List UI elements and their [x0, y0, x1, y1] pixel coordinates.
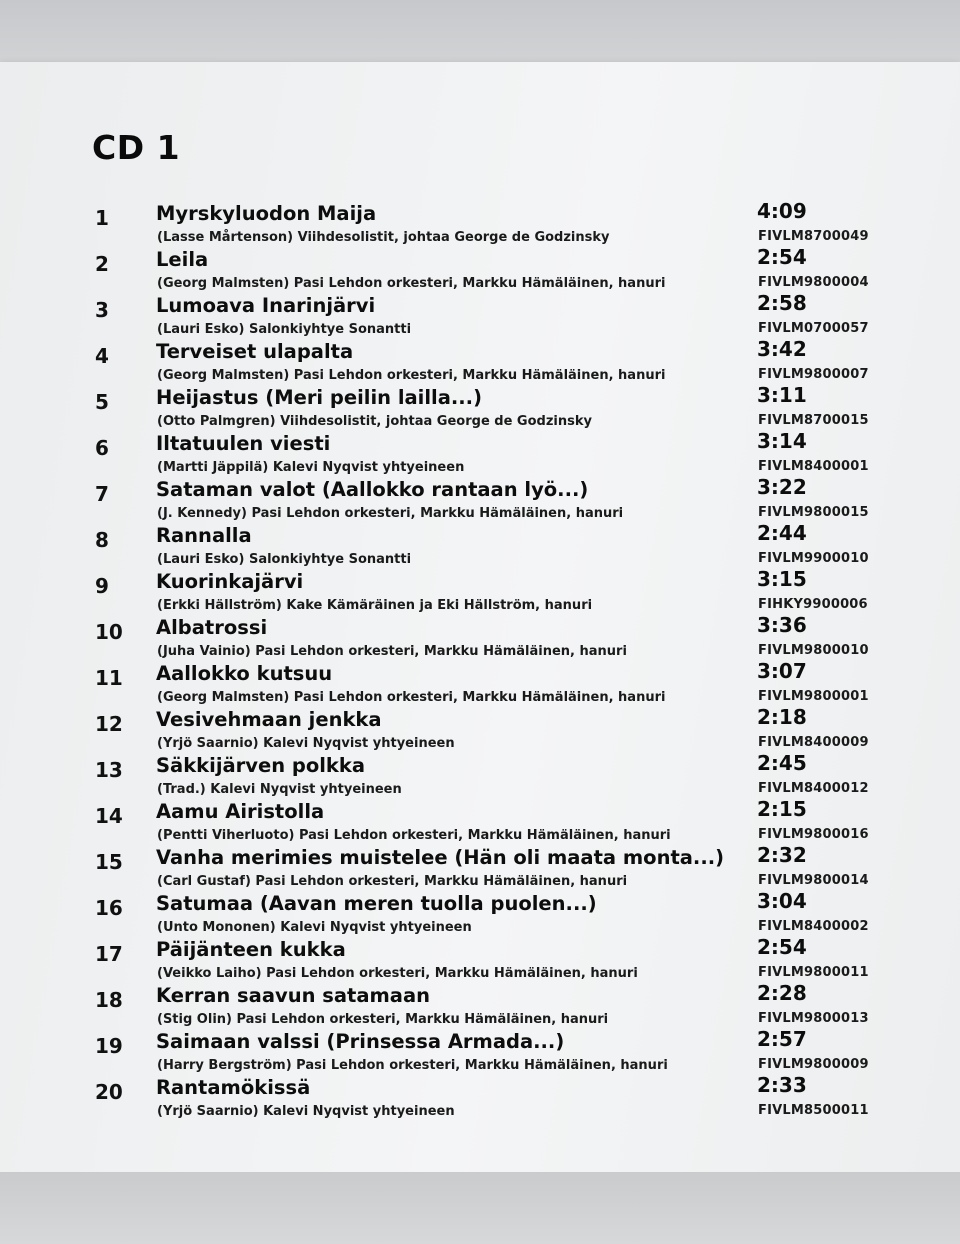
track-row [0, 889, 960, 938]
track-duration: 2:33 [757, 1073, 807, 1097]
track-title: Saimaan valssi (Prinsessa Armada...) [156, 1030, 565, 1053]
track-duration: 2:54 [757, 935, 807, 959]
track-row [0, 659, 960, 708]
track-title: Albatrossi [156, 616, 268, 639]
track-row [0, 705, 960, 754]
track-isrc: FIVLM9800016 [758, 827, 869, 842]
track-number: 3 [95, 298, 109, 322]
track-row [0, 843, 960, 892]
track-row [0, 429, 960, 478]
track-isrc: FIVLM8400001 [758, 459, 869, 474]
track-row [0, 751, 960, 800]
track-number: 20 [95, 1080, 123, 1104]
track-title: Lumoava Inarinjärvi [156, 294, 376, 317]
track-row [0, 245, 960, 294]
track-title: Iltatuulen viesti [156, 432, 331, 455]
track-number: 1 [95, 206, 109, 230]
track-title: Päijänteen kukka [156, 938, 346, 961]
track-credit: (Yrjö Saarnio) Kalevi Nyqvist yhtyeineen [157, 736, 455, 751]
booklet-page [0, 62, 960, 1172]
track-row [0, 337, 960, 386]
track-duration: 3:22 [757, 475, 807, 499]
track-number: 18 [95, 988, 123, 1012]
track-duration: 3:04 [757, 889, 807, 913]
track-isrc: FIVLM9800015 [758, 505, 869, 520]
track-credit: (Georg Malmsten) Pasi Lehdon orkesteri, Markku Hämäläinen, hanuri [157, 690, 666, 705]
track-row [0, 291, 960, 340]
track-list [0, 199, 960, 1122]
track-number: 19 [95, 1034, 123, 1058]
disc-title: CD 1 [92, 128, 181, 167]
track-row [0, 935, 960, 984]
track-credit: (Martti Jäppilä) Kalevi Nyqvist yhtyeineen [157, 460, 465, 475]
track-duration: 2:32 [757, 843, 807, 867]
track-credit: (Georg Malmsten) Pasi Lehdon orkesteri, Markku Hämäläinen, hanuri [157, 368, 666, 383]
track-number: 5 [95, 390, 109, 414]
track-number: 2 [95, 252, 109, 276]
track-number: 8 [95, 528, 109, 552]
track-title: Heijastus (Meri peilin lailla...) [156, 386, 483, 409]
track-number: 10 [95, 620, 123, 644]
background-bottom [0, 1172, 960, 1244]
track-duration: 3:15 [757, 567, 807, 591]
track-row [0, 567, 960, 616]
track-title: Kerran saavun satamaan [156, 984, 431, 1007]
track-credit: (J. Kennedy) Pasi Lehdon orkesteri, Markku Hämäläinen, hanuri [157, 506, 624, 521]
track-duration: 2:54 [757, 245, 807, 269]
track-title: Satumaa (Aavan meren tuolla puolen...) [156, 892, 597, 915]
track-duration: 2:57 [757, 1027, 807, 1051]
track-row [0, 797, 960, 846]
track-isrc: FIHKY9900006 [758, 597, 868, 612]
track-isrc: FIVLM9800009 [758, 1057, 869, 1072]
track-credit: (Harry Bergström) Pasi Lehdon orkesteri, Markku Hämäläinen, hanuri [157, 1058, 668, 1073]
track-credit: (Erkki Hällström) Kake Kämäräinen ja Eki Hällström, hanuri [157, 598, 593, 613]
track-title: Terveiset ulapalta [156, 340, 354, 363]
track-row [0, 1073, 960, 1122]
track-number: 16 [95, 896, 123, 920]
track-row [0, 613, 960, 662]
track-duration: 3:07 [757, 659, 807, 683]
track-row [0, 199, 960, 248]
track-credit: (Lauri Esko) Salonkiyhtye Sonantti [157, 322, 412, 337]
track-isrc: FIVLM9900010 [758, 551, 869, 566]
track-credit: (Georg Malmsten) Pasi Lehdon orkesteri, Markku Hämäläinen, hanuri [157, 276, 666, 291]
track-isrc: FIVLM8700049 [758, 229, 869, 244]
track-duration: 2:28 [757, 981, 807, 1005]
track-duration: 3:11 [757, 383, 807, 407]
track-title: Leila [156, 248, 209, 271]
track-duration: 2:58 [757, 291, 807, 315]
track-title: Vanha merimies muistelee (Hän oli maata monta...) [156, 846, 725, 869]
track-row [0, 981, 960, 1030]
track-isrc: FIVLM8400012 [758, 781, 869, 796]
track-row [0, 383, 960, 432]
track-credit: (Veikko Laiho) Pasi Lehdon orkesteri, Markku Hämäläinen, hanuri [157, 966, 638, 981]
track-duration: 3:14 [757, 429, 807, 453]
track-credit: (Pentti Viherluoto) Pasi Lehdon orkesteri, Markku Hämäläinen, hanuri [157, 828, 671, 843]
track-credit: (Lasse Mårtenson) Viihdesolistit, johtaa George de Godzinsky [157, 230, 610, 245]
track-credit: (Lauri Esko) Salonkiyhtye Sonantti [157, 552, 412, 567]
track-isrc: FIVLM8700015 [758, 413, 869, 428]
track-credit: (Stig Olin) Pasi Lehdon orkesteri, Markku Hämäläinen, hanuri [157, 1012, 609, 1027]
track-credit: (Yrjö Saarnio) Kalevi Nyqvist yhtyeineen [157, 1104, 455, 1119]
track-isrc: FIVLM9800013 [758, 1011, 869, 1026]
track-isrc: FIVLM9800001 [758, 689, 869, 704]
track-row [0, 475, 960, 524]
track-title: Rantamökissä [156, 1076, 311, 1099]
track-number: 11 [95, 666, 123, 690]
track-credit: (Otto Palmgren) Viihdesolistit, johtaa George de Godzinsky [157, 414, 592, 429]
track-isrc: FIVLM9800014 [758, 873, 869, 888]
track-number: 9 [95, 574, 109, 598]
track-duration: 4:09 [757, 199, 807, 223]
track-number: 4 [95, 344, 109, 368]
track-credit: (Juha Vainio) Pasi Lehdon orkesteri, Markku Hämäläinen, hanuri [157, 644, 627, 659]
track-title: Myrskyluodon Maija [156, 202, 377, 225]
track-row [0, 1027, 960, 1076]
track-number: 14 [95, 804, 123, 828]
track-duration: 3:36 [757, 613, 807, 637]
track-isrc: FIVLM0700057 [758, 321, 869, 336]
track-isrc: FIVLM9800004 [758, 275, 869, 290]
track-credit: (Unto Mononen) Kalevi Nyqvist yhtyeineen [157, 920, 472, 935]
track-title: Vesivehmaan jenkka [156, 708, 382, 731]
track-isrc: FIVLM9800011 [758, 965, 869, 980]
track-title: Rannalla [156, 524, 252, 547]
track-credit: (Carl Gustaf) Pasi Lehdon orkesteri, Markku Hämäläinen, hanuri [157, 874, 628, 889]
track-credit: (Trad.) Kalevi Nyqvist yhtyeineen [157, 782, 402, 797]
track-number: 15 [95, 850, 123, 874]
track-duration: 3:42 [757, 337, 807, 361]
track-isrc: FIVLM8500011 [758, 1103, 869, 1118]
track-duration: 2:44 [757, 521, 807, 545]
track-title: Aamu Airistolla [156, 800, 325, 823]
track-isrc: FIVLM9800007 [758, 367, 869, 382]
track-duration: 2:18 [757, 705, 807, 729]
track-number: 6 [95, 436, 109, 460]
track-title: Sataman valot (Aallokko rantaan lyö...) [156, 478, 589, 501]
track-title: Säkkijärven polkka [156, 754, 366, 777]
track-duration: 2:45 [757, 751, 807, 775]
track-isrc: FIVLM8400009 [758, 735, 869, 750]
background-top [0, 0, 960, 70]
track-title: Aallokko kutsuu [156, 662, 333, 685]
track-duration: 2:15 [757, 797, 807, 821]
track-row [0, 521, 960, 570]
track-number: 7 [95, 482, 109, 506]
track-isrc: FIVLM9800010 [758, 643, 869, 658]
track-number: 17 [95, 942, 123, 966]
track-isrc: FIVLM8400002 [758, 919, 869, 934]
track-title: Kuorinkajärvi [156, 570, 304, 593]
track-number: 13 [95, 758, 123, 782]
track-number: 12 [95, 712, 123, 736]
